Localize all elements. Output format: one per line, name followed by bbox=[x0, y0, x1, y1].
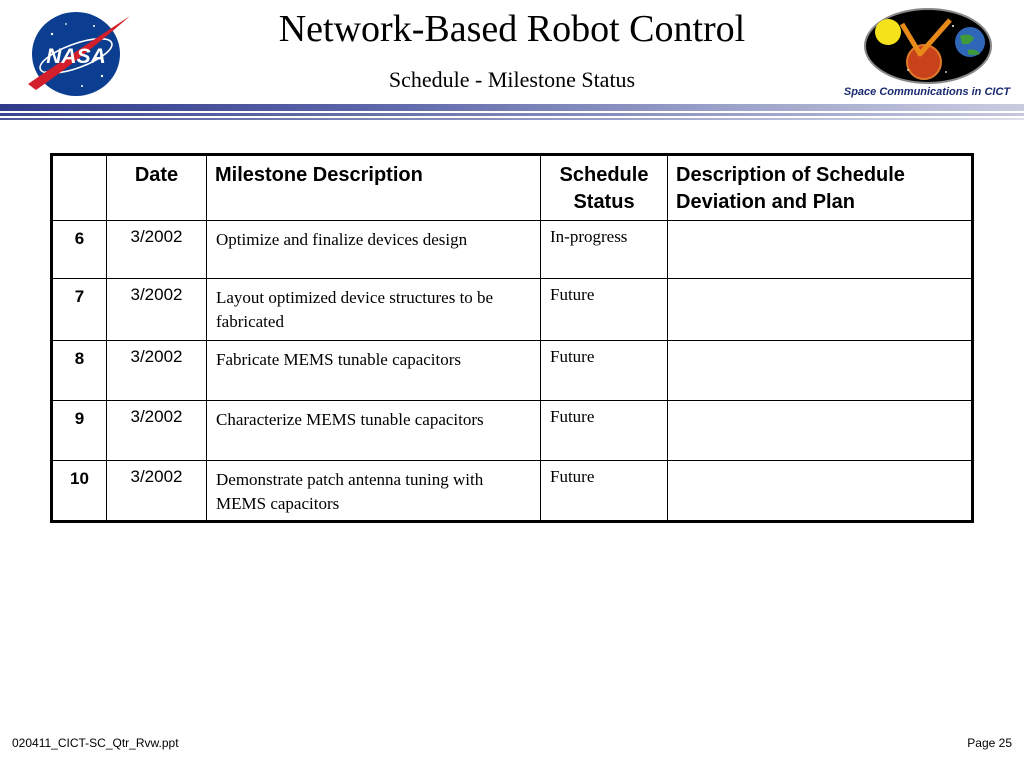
table-row bbox=[52, 279, 973, 341]
column-header-milestone-description: Milestone Description bbox=[207, 155, 541, 221]
milestone-date: 3/2002 bbox=[107, 341, 207, 401]
deviation-plan bbox=[668, 341, 973, 401]
milestone-description: Optimize and finalize devices design bbox=[207, 221, 541, 279]
milestone-number: 10 bbox=[52, 461, 107, 522]
schedule-status: Future bbox=[541, 279, 668, 341]
column-header-date: Date bbox=[107, 155, 207, 221]
milestone-description: Layout optimized device structures to be fabricated bbox=[207, 279, 541, 341]
deviation-plan bbox=[668, 461, 973, 522]
milestone-date: 3/2002 bbox=[107, 279, 207, 341]
milestone-date: 3/2002 bbox=[107, 461, 207, 522]
milestone-number: 9 bbox=[52, 401, 107, 461]
header-rule bbox=[0, 118, 1024, 120]
milestone-description: Fabricate MEMS tunable capacitors bbox=[207, 341, 541, 401]
footer-filename: 020411_CICT-SC_Qtr_Rvw.ppt bbox=[12, 736, 179, 750]
header-rule bbox=[0, 113, 1024, 116]
column-header-number bbox=[52, 155, 107, 221]
column-header-deviation-plan: Description of Schedule Deviation and Plan bbox=[668, 155, 973, 221]
milestone-description: Characterize MEMS tunable capacitors bbox=[207, 401, 541, 461]
schedule-status: Future bbox=[541, 401, 668, 461]
page-title: Network-Based Robot Control bbox=[278, 8, 746, 50]
deviation-plan bbox=[668, 401, 973, 461]
table-row bbox=[52, 401, 973, 461]
milestone-number: 6 bbox=[52, 221, 107, 279]
schedule-status: In-progress bbox=[541, 221, 668, 279]
deviation-plan bbox=[668, 221, 973, 279]
table-row bbox=[52, 461, 973, 522]
schedule-status: Future bbox=[541, 341, 668, 401]
table-row bbox=[52, 221, 973, 279]
milestone-number: 7 bbox=[52, 279, 107, 341]
page-subtitle: Schedule - Milestone Status bbox=[388, 67, 636, 92]
nasa-logo-text: NASA bbox=[46, 45, 106, 68]
table-header-row bbox=[52, 155, 973, 221]
milestone-date: 3/2002 bbox=[107, 401, 207, 461]
milestone-number: 8 bbox=[52, 341, 107, 401]
header-rule bbox=[0, 104, 1024, 111]
deviation-plan bbox=[668, 279, 973, 341]
footer-page-number: Page 25 bbox=[967, 736, 1012, 750]
milestone-description: Demonstrate patch antenna tuning with MEMS capacitors bbox=[207, 461, 541, 522]
column-header-schedule-status: Schedule Status bbox=[541, 155, 668, 221]
milestone-table bbox=[50, 153, 974, 523]
milestone-date: 3/2002 bbox=[107, 221, 207, 279]
schedule-status: Future bbox=[541, 461, 668, 522]
table-row bbox=[52, 341, 973, 401]
cict-logo-icon bbox=[858, 6, 998, 88]
cict-caption: Space Communications in CICT bbox=[843, 86, 1011, 98]
nasa-logo-icon bbox=[22, 6, 134, 98]
